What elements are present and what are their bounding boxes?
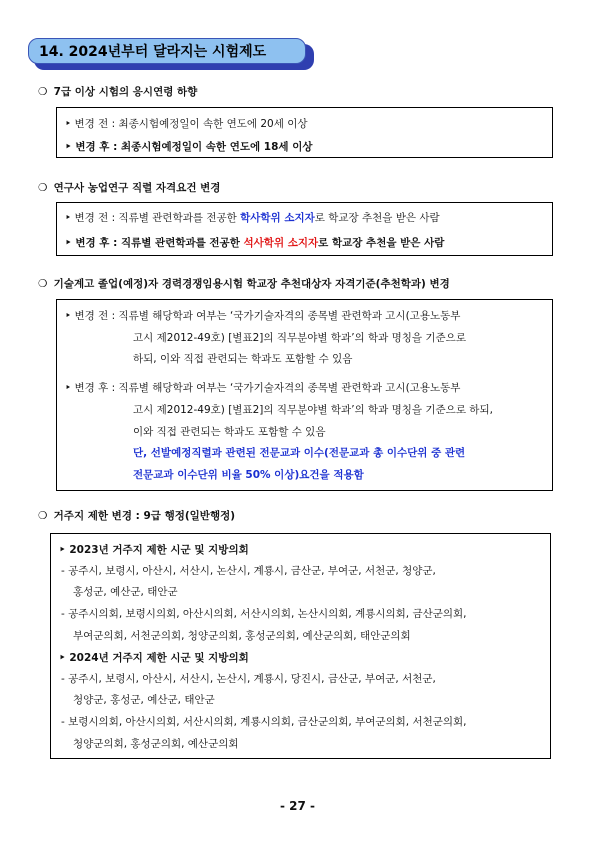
- title-banner: [28, 38, 314, 70]
- section-2-box: [56, 202, 553, 256]
- section-1-heading: [38, 84, 197, 99]
- page-title: 14. 2024년부터 달라지는 시험제도: [28, 38, 306, 64]
- y2023-line-3: - 공주시의회, 보령시의회, 아산시의회, 서산시의회, 논산시의회, 계룡시의회, 금산군의회,: [61, 608, 467, 620]
- section-3-heading: [38, 276, 450, 291]
- section-2-before: [65, 210, 440, 225]
- section-2-after-highlight: 석사학위 소지자: [243, 237, 319, 249]
- circle-bullet-icon: ❍: [38, 278, 48, 290]
- y2024-title: ‣ 2024년 거주지 제한 시군 및 지방의회: [59, 652, 249, 664]
- circle-bullet-icon: ❍: [38, 182, 48, 194]
- y2023-line-1: - 공주시, 보령시, 아산시, 서산시, 논산시, 계룡시, 금산군, 부여군, 서천군, 청양군,: [61, 565, 436, 577]
- y2023-line-2: 홍성군, 예산군, 태안군: [73, 586, 178, 598]
- section-3-after-line-2: 고시 제2012-49호) [별표2]의 직무분야별 학과’의 학과 명칭을 기준으로 하되,: [133, 404, 493, 416]
- section-1-after: ‣ 변경 후 : 최종시험예정일이 속한 연도에 18세 이상: [65, 141, 313, 153]
- y2023-line-4: 부여군의회, 서천군의회, 청양군의회, 홍성군의회, 예산군의회, 태안군의회: [73, 630, 411, 642]
- section-1-box: [56, 107, 553, 158]
- section-2-title: 연구사 농업연구 직렬 자격요건 변경: [53, 182, 221, 194]
- y2024-line-2: 청양군, 홍성군, 예산군, 태안군: [73, 694, 215, 706]
- y2024-line-1: - 공주시, 보령시, 아산시, 서산시, 논산시, 계룡시, 당진시, 금산군, 부여군, 서천군,: [61, 673, 436, 685]
- page-number: - 27 -: [279, 799, 315, 813]
- section-2-after: [65, 235, 444, 250]
- section-3-before-line-1: ‣ 변경 전 : 직류별 해당학과 여부는 ‘국가기술자격의 종목별 관련학과 고시(고용노동부: [65, 310, 461, 322]
- section-3-box: [56, 299, 553, 491]
- section-3-title: 기술계고 졸업(예정)자 경력경쟁임용시험 학교장 추천대상자 자격기준(추천학과) 변경: [53, 278, 450, 290]
- section-1-before: ‣ 변경 전 : 최종시험예정일이 속한 연도에 20세 이상: [65, 118, 308, 130]
- section-3-before-line-2: 고시 제2012-49호) [별표2]의 직무분야별 학과’의 학과 명칭을 기준으로: [133, 332, 466, 344]
- section-2-before-text-a: ‣ 변경 전 : 직류별 관련학과를 전공한: [65, 212, 241, 224]
- section-2-after-text-a: ‣ 변경 후 : 직류별 관련학과를 전공한: [65, 237, 244, 249]
- section-4-heading: [38, 508, 235, 523]
- section-4-title: 거주지 제한 변경 : 9급 행정(일반행정): [53, 510, 236, 522]
- section-2-after-text-c: 로 학교장 추천을 받은 사람: [318, 237, 445, 249]
- y2024-line-3: - 보령시의회, 아산시의회, 서산시의회, 계룡시의회, 금산군의회, 부여군의회, 서천군의회,: [61, 716, 467, 728]
- section-2-before-highlight: 학사학위 소지자: [240, 212, 315, 224]
- section-3-after-line-5: 전문교과 이수단위 비율 50% 이상)요건을 적용함: [133, 469, 364, 481]
- section-3-before-line-3: 하되, 이와 직접 관련되는 학과도 포함할 수 있음: [133, 353, 353, 365]
- section-2-heading: [38, 180, 220, 195]
- section-3-after-line-4: 단, 선발예정직렬과 관련된 전문교과 이수(전문교과 총 이수단위 중 관련: [133, 447, 466, 459]
- y2023-title: ‣ 2023년 거주지 제한 시군 및 지방의회: [59, 544, 249, 556]
- circle-bullet-icon: ❍: [38, 510, 48, 522]
- section-3-after-line-1: ‣ 변경 후 : 직류별 해당학과 여부는 ‘국가기술자격의 종목별 관련학과 고시(고용노동부: [65, 382, 461, 394]
- y2024-line-4: 청양군의회, 홍성군의회, 예산군의회: [73, 738, 239, 750]
- section-3-after-line-3: 이와 직접 관련되는 학과도 포함할 수 있음: [133, 426, 326, 438]
- circle-bullet-icon: ❍: [38, 86, 48, 98]
- section-4-box: [50, 533, 551, 759]
- section-1-title: 7급 이상 시험의 응시연령 하향: [53, 86, 198, 98]
- section-2-before-text-c: 로 학교장 추천을 받은 사람: [314, 212, 440, 224]
